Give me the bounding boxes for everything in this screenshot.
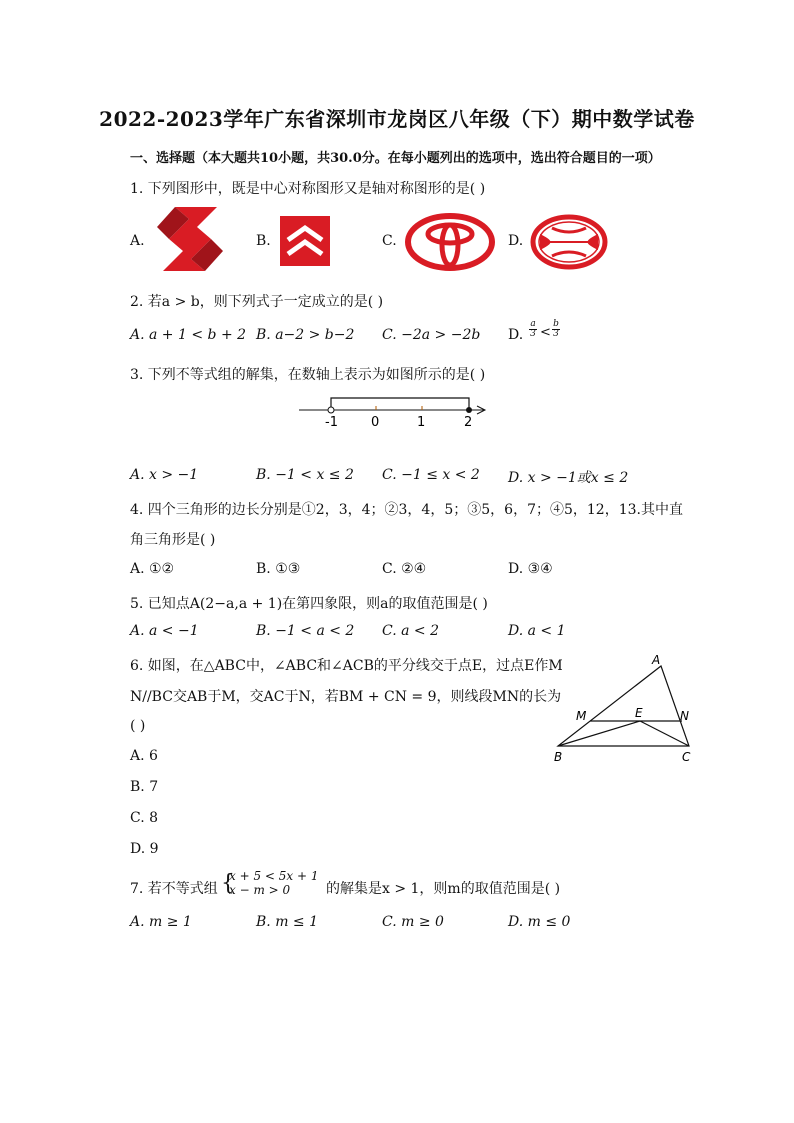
q4-option-a: A. ①②	[130, 561, 175, 577]
q2-frac-a	[529, 320, 537, 339]
q3-option-c: C. −1 ≤ x < 2	[382, 467, 480, 483]
open-point-minus1	[328, 407, 334, 413]
section-heading: 一、选择题（本大题共10小题，共30.0分。在每小题列出的选项中，选出符合题目的一项）	[130, 151, 661, 166]
q2-frac-b-den: 3	[553, 329, 559, 339]
q4-stem-line1: 4. 四个三角形的边长分别是①2，3，4；②3，4，5；③5，6，7；④5，12，13.其中直	[130, 502, 683, 518]
q2-frac-a-den: 3	[530, 329, 536, 339]
q6-option-c: C. 8	[130, 810, 159, 826]
q2-option-d: D.	[508, 327, 524, 343]
q1-label-a: A.	[130, 233, 145, 249]
q2-frac-b	[552, 320, 560, 339]
citroen-logo-icon	[280, 216, 330, 266]
label-m: M	[576, 709, 587, 723]
q6-option-a: A. 6	[130, 748, 158, 764]
q1-stem: 1. 下列图形中，既是中心对称图形又是轴对称图形的是( )	[130, 181, 486, 197]
q2-frac-b-num: b	[553, 319, 559, 329]
q7-option-d: D. m ≤ 0	[508, 914, 571, 930]
q6-stem-line1: 6. 如图，在△ABC中，∠ABC和∠ACB的平分线交于点E，过点E作M	[130, 658, 563, 674]
label-b: B	[554, 750, 563, 764]
label-c: C	[682, 750, 691, 764]
q2-frac-a-num: a	[530, 319, 536, 329]
bisector-be	[558, 721, 640, 746]
q5-stem: 5. 已知点A(2−a,a + 1)在第四象限，则a的取值范围是( )	[130, 596, 488, 612]
q7-option-a: A. m ≥ 1	[130, 914, 192, 930]
q3-stem: 3. 下列不等式组的解集，在数轴上表示为如图所示的是( )	[130, 367, 486, 383]
q3-option-a: A. x > −1	[130, 467, 199, 483]
q2-option-a: A. a + 1 < b + 2	[130, 327, 247, 343]
axis-label-0: 0	[371, 415, 380, 430]
q2-frac-lt: <	[540, 325, 551, 340]
q6-stem-line3: ( )	[130, 718, 146, 734]
q7-system	[229, 869, 319, 897]
solution-bracket	[331, 398, 469, 410]
axis-label-2: 2	[464, 415, 473, 430]
label-a: A	[652, 653, 661, 667]
triangle-figure	[548, 650, 698, 765]
q4-option-d: D. ③④	[508, 561, 553, 577]
toyota-logo-icon	[405, 213, 495, 271]
q5-option-a: A. a < −1	[130, 623, 199, 639]
q7-brace-icon: {	[221, 871, 235, 896]
q2-stem: 2. 若a > b，则下列式子一定成立的是( )	[130, 294, 384, 310]
q7-stem-pre: 7. 若不等式组	[130, 881, 218, 897]
q7-option-c: C. m ≥ 0	[382, 914, 444, 930]
q5-option-d: D. a < 1	[508, 623, 566, 639]
page-title: 2022-2023学年广东省深圳市龙岗区八年级（下）期中数学试卷	[99, 107, 695, 131]
closed-point-2	[466, 407, 472, 413]
label-e: E	[635, 706, 643, 720]
hino-logo-icon	[530, 214, 608, 270]
label-n: N	[680, 709, 689, 723]
q4-option-b: B. ①③	[256, 561, 301, 577]
q1-label-d: D.	[508, 233, 524, 249]
q7-option-b: B. m ≤ 1	[256, 914, 319, 930]
q1-label-b: B.	[256, 233, 271, 249]
q3-option-d: D. x > −1或x ≤ 2	[508, 470, 629, 486]
q6-option-b: B. 7	[130, 779, 159, 795]
axis-label-minus1: -1	[325, 415, 338, 430]
number-line-figure	[295, 390, 495, 430]
q5-option-c: C. a < 2	[382, 623, 439, 639]
q2-option-c: C. −2a > −2b	[382, 327, 481, 343]
axis-label-1: 1	[417, 415, 426, 430]
triangle-abc	[558, 666, 689, 746]
q4-option-c: C. ②④	[382, 561, 427, 577]
q6-option-d: D. 9	[130, 841, 159, 857]
q6-stem-line2: N//BC交AB于M，交AC于N，若BM + CN = 9，则线段MN的长为	[130, 689, 562, 705]
q3-option-b: B. −1 < x ≤ 2	[256, 467, 354, 483]
q7-system-line1: x + 5 < 5x + 1	[229, 869, 319, 883]
q1-label-c: C.	[382, 233, 397, 249]
suzuki-logo-icon	[155, 205, 225, 273]
q4-stem-line2: 角三角形是( )	[130, 532, 216, 548]
q7-system-line2: x − m > 0	[229, 883, 291, 897]
q5-option-b: B. −1 < a < 2	[256, 623, 355, 639]
q7-stem-post: 的解集是x > 1，则m的取值范围是( )	[326, 881, 561, 897]
q2-option-b: B. a−2 > b−2	[256, 327, 355, 343]
